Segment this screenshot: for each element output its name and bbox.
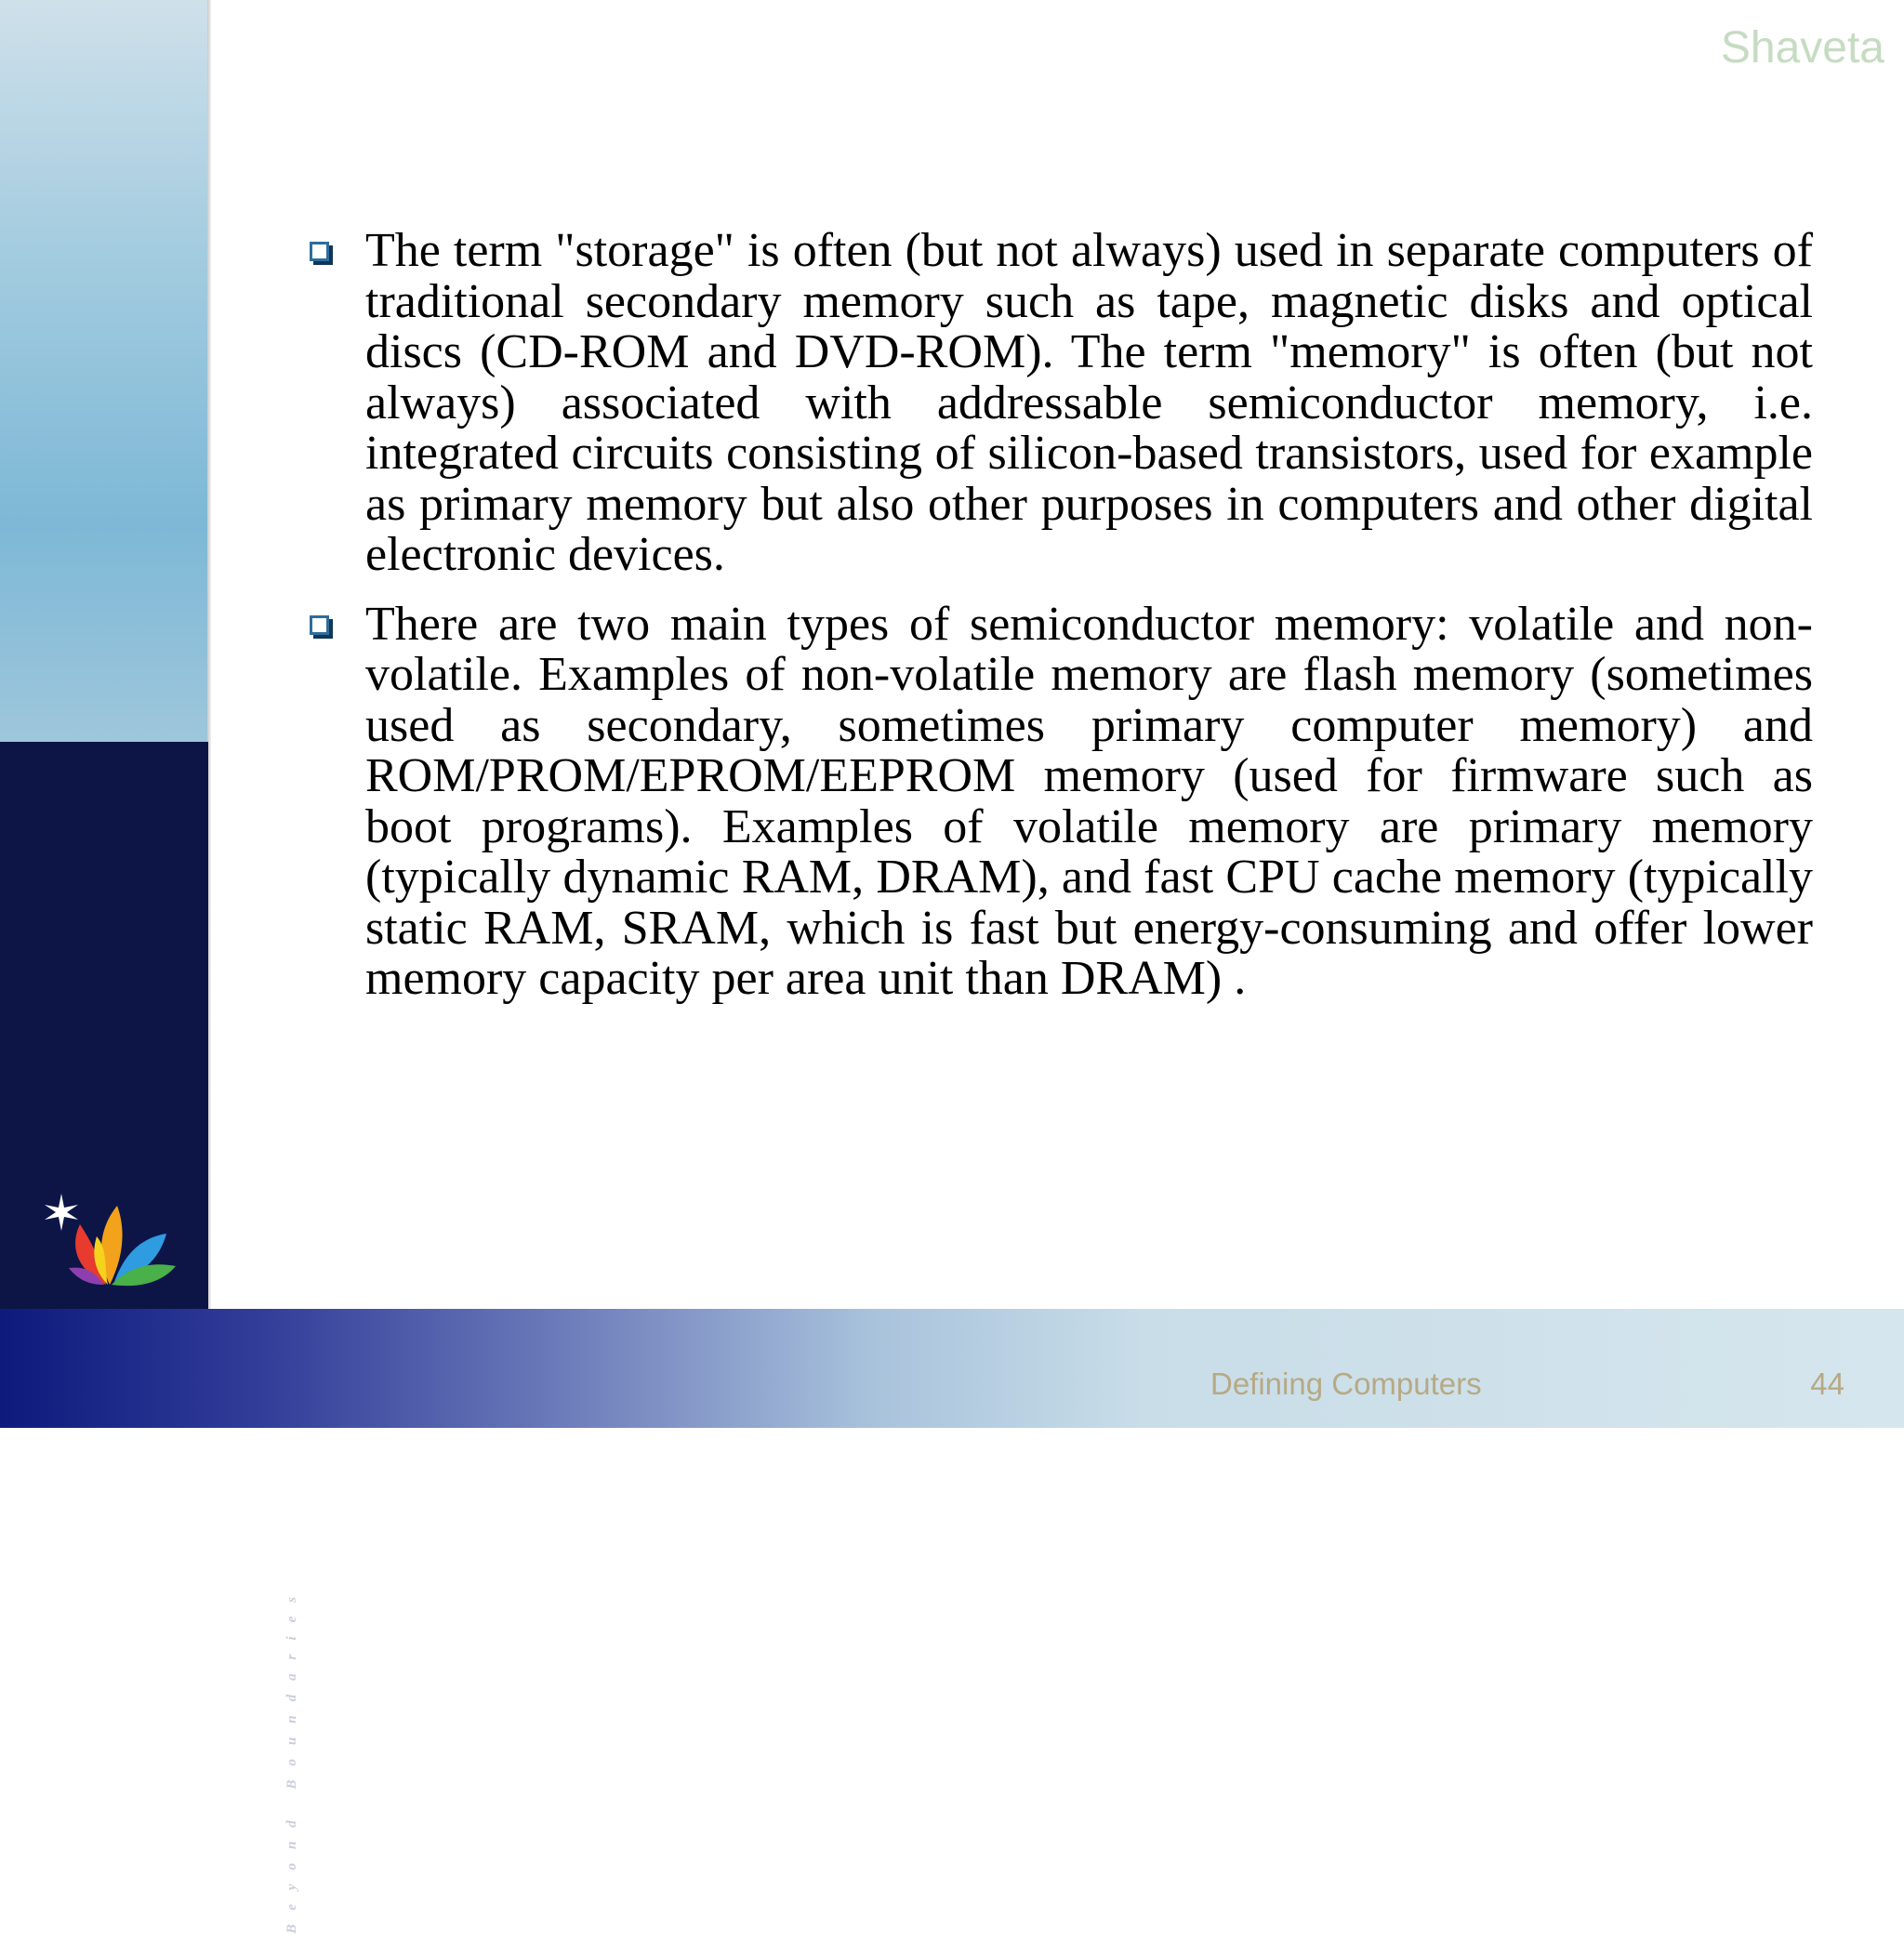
bullet-item [309, 226, 1813, 581]
footer-title: Defining Computers [1210, 1367, 1482, 1401]
page-number: 44 [1810, 1367, 1844, 1401]
footer-bar [0, 1309, 1904, 1428]
square-bullet-icon [310, 242, 329, 261]
author-name: Shaveta [1720, 23, 1884, 73]
logo-tagline: Beyond Boundaries [284, 1582, 299, 1934]
bullet-text: There are two main types of semiconductor memory: volatile and non-volatile. Examples of non-volatile memory are flash memory (sometimes used as secondary, sometimes primary computer memory) and ROM/PROM/EPROM/EEPROM memory (used for firmware such as boot programs). Examples of volatile memory are primary memory (typically dynamic RAM, DRAM), and fast CPU cache memory (typically static RAM, SRAM, which is fast but energy-consuming and offer lower memory capacity per area unit than DRAM) . [365, 597, 1813, 1005]
bullet-text: The term "storage" is often (but not always) used in separate computers of traditional secondary memory such as tape, magnetic disks and optical discs (CD-ROM and DVD-ROM). The term "memory" is often (but not always) associated with addressable semiconductor memory, i.e. integrated circuits consisting of silicon-based transistors, used for example as primary memory but also other purposes in computers and other digital electronic devices. [365, 224, 1813, 581]
lotus-logo-icon [41, 1182, 180, 1294]
slide-content [309, 226, 1813, 1023]
logo-subtitle: UNIVERSITY [231, 1521, 288, 1935]
square-bullet-icon [310, 615, 329, 635]
logo-wordmark [124, 1484, 300, 1941]
logo-name: SHARDA [124, 1484, 245, 1941]
bullet-item [309, 597, 1813, 1005]
university-logo [0, 742, 299, 1941]
